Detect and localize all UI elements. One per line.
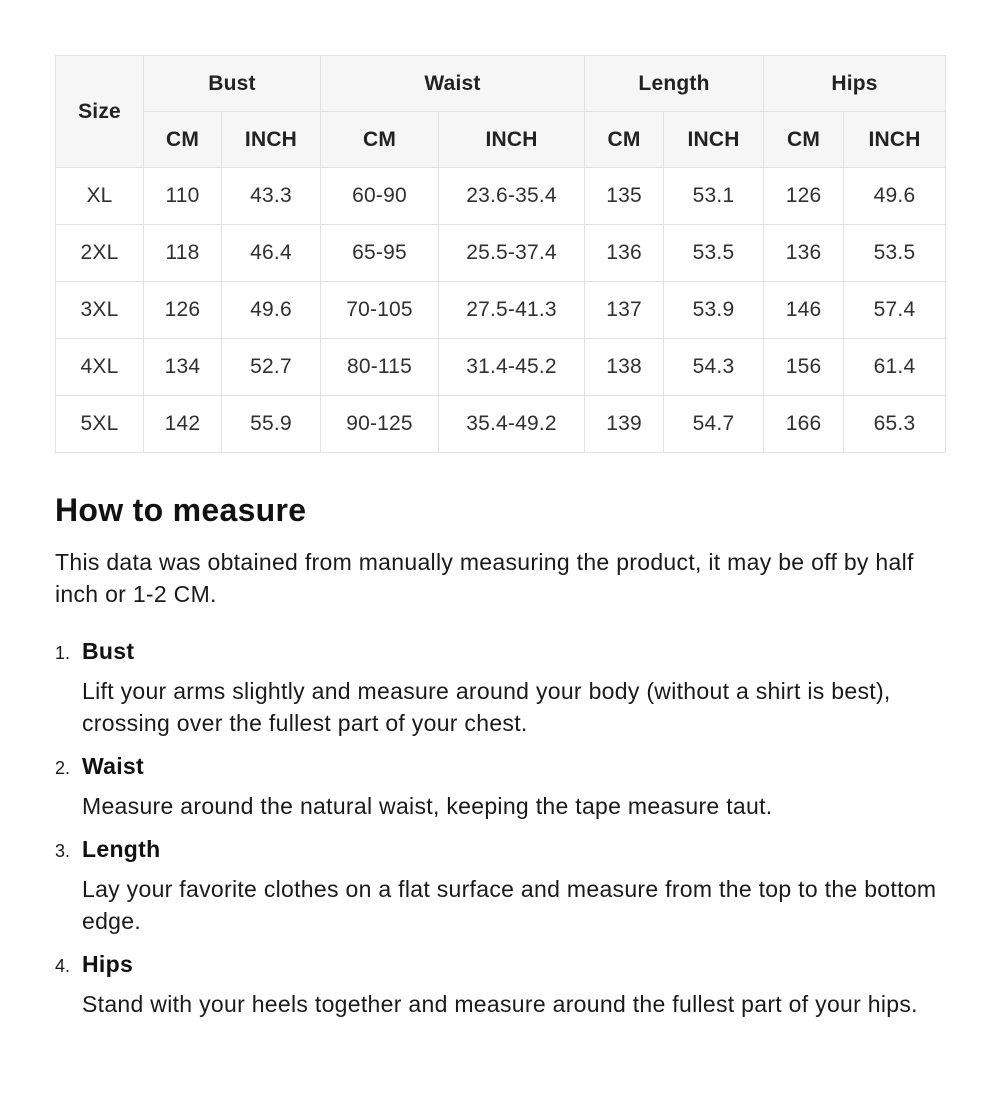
- col-header-hips-cm: CM: [764, 112, 844, 168]
- step-number: 3.: [55, 841, 71, 862]
- table-group-header-row: [56, 56, 946, 112]
- cell-length-cm: 138: [585, 339, 664, 396]
- cell-size: 4XL: [56, 339, 144, 396]
- cell-bust-cm: 142: [144, 396, 222, 453]
- cell-waist-inch: 23.6-35.4: [439, 168, 585, 225]
- step-title: Hips: [82, 951, 134, 978]
- cell-bust-cm: 110: [144, 168, 222, 225]
- cell-length-inch: 53.9: [664, 282, 764, 339]
- step-description: Measure around the natural waist, keeping the tape measure taut.: [82, 793, 773, 820]
- table-row: [56, 396, 946, 453]
- cell-hips-inch: 61.4: [844, 339, 946, 396]
- cell-hips-inch: 49.6: [844, 168, 946, 225]
- measure-step-length: [55, 836, 945, 937]
- step-description: Lay your favorite clothes on a flat surface and measure from the top to the bottom edge.: [82, 876, 937, 935]
- cell-size: 2XL: [56, 225, 144, 282]
- cell-bust-inch: 43.3: [222, 168, 321, 225]
- col-header-waist-cm: CM: [321, 112, 439, 168]
- size-chart-table: [55, 55, 946, 453]
- cell-length-cm: 136: [585, 225, 664, 282]
- step-title: Length: [82, 836, 161, 863]
- col-group-waist: Waist: [321, 56, 585, 112]
- step-number: 1.: [55, 643, 71, 664]
- step-title: Bust: [82, 638, 135, 665]
- step-head: [55, 836, 945, 863]
- col-header-bust-cm: CM: [144, 112, 222, 168]
- table-row: [56, 282, 946, 339]
- cell-bust-inch: 46.4: [222, 225, 321, 282]
- cell-size: 5XL: [56, 396, 144, 453]
- table-row: [56, 168, 946, 225]
- cell-bust-inch: 49.6: [222, 282, 321, 339]
- how-to-measure-heading: How to measure: [55, 492, 307, 528]
- cell-waist-inch: 31.4-45.2: [439, 339, 585, 396]
- cell-waist-inch: 25.5-37.4: [439, 225, 585, 282]
- measure-step-bust: [55, 638, 945, 739]
- step-description: Stand with your heels together and measure around the fullest part of your hips.: [82, 991, 918, 1018]
- cell-hips-inch: 53.5: [844, 225, 946, 282]
- table-row: [56, 339, 946, 396]
- step-head: [55, 753, 945, 780]
- col-header-length-inch: INCH: [664, 112, 764, 168]
- cell-length-inch: 54.7: [664, 396, 764, 453]
- cell-waist-inch: 35.4-49.2: [439, 396, 585, 453]
- cell-length-cm: 137: [585, 282, 664, 339]
- measure-steps: [55, 638, 945, 1020]
- cell-bust-inch: 52.7: [222, 339, 321, 396]
- col-header-waist-inch: INCH: [439, 112, 585, 168]
- cell-hips-cm: 166: [764, 396, 844, 453]
- cell-waist-cm: 60-90: [321, 168, 439, 225]
- step-head: [55, 638, 945, 665]
- cell-bust-cm: 118: [144, 225, 222, 282]
- step-head: [55, 951, 945, 978]
- cell-waist-cm: 65-95: [321, 225, 439, 282]
- cell-hips-inch: 57.4: [844, 282, 946, 339]
- cell-hips-cm: 136: [764, 225, 844, 282]
- col-header-bust-inch: INCH: [222, 112, 321, 168]
- cell-waist-cm: 70-105: [321, 282, 439, 339]
- measure-step-waist: [55, 753, 945, 822]
- col-header-size: Size: [56, 56, 144, 168]
- col-group-hips: Hips: [764, 56, 946, 112]
- cell-size: XL: [56, 168, 144, 225]
- col-group-length: Length: [585, 56, 764, 112]
- col-group-bust: Bust: [144, 56, 321, 112]
- cell-hips-cm: 156: [764, 339, 844, 396]
- cell-length-inch: 54.3: [664, 339, 764, 396]
- col-header-hips-inch: INCH: [844, 112, 946, 168]
- cell-waist-cm: 80-115: [321, 339, 439, 396]
- measure-intro: This data was obtained from manually measuring the product, it may be off by half inch or 1-2 CM.: [55, 549, 914, 608]
- cell-hips-cm: 126: [764, 168, 844, 225]
- cell-waist-cm: 90-125: [321, 396, 439, 453]
- cell-hips-cm: 146: [764, 282, 844, 339]
- cell-length-cm: 135: [585, 168, 664, 225]
- step-description: Lift your arms slightly and measure around your body (without a shirt is best), crossing over the fullest part of your chest.: [82, 678, 891, 737]
- cell-length-cm: 139: [585, 396, 664, 453]
- cell-size: 3XL: [56, 282, 144, 339]
- cell-hips-inch: 65.3: [844, 396, 946, 453]
- col-header-length-cm: CM: [585, 112, 664, 168]
- cell-bust-cm: 126: [144, 282, 222, 339]
- cell-waist-inch: 27.5-41.3: [439, 282, 585, 339]
- table-row: [56, 225, 946, 282]
- cell-bust-inch: 55.9: [222, 396, 321, 453]
- table-unit-header-row: [56, 112, 946, 168]
- step-number: 4.: [55, 956, 71, 977]
- cell-length-inch: 53.5: [664, 225, 764, 282]
- step-number: 2.: [55, 758, 71, 779]
- cell-length-inch: 53.1: [664, 168, 764, 225]
- measure-step-hips: [55, 951, 945, 1020]
- step-title: Waist: [82, 753, 144, 780]
- cell-bust-cm: 134: [144, 339, 222, 396]
